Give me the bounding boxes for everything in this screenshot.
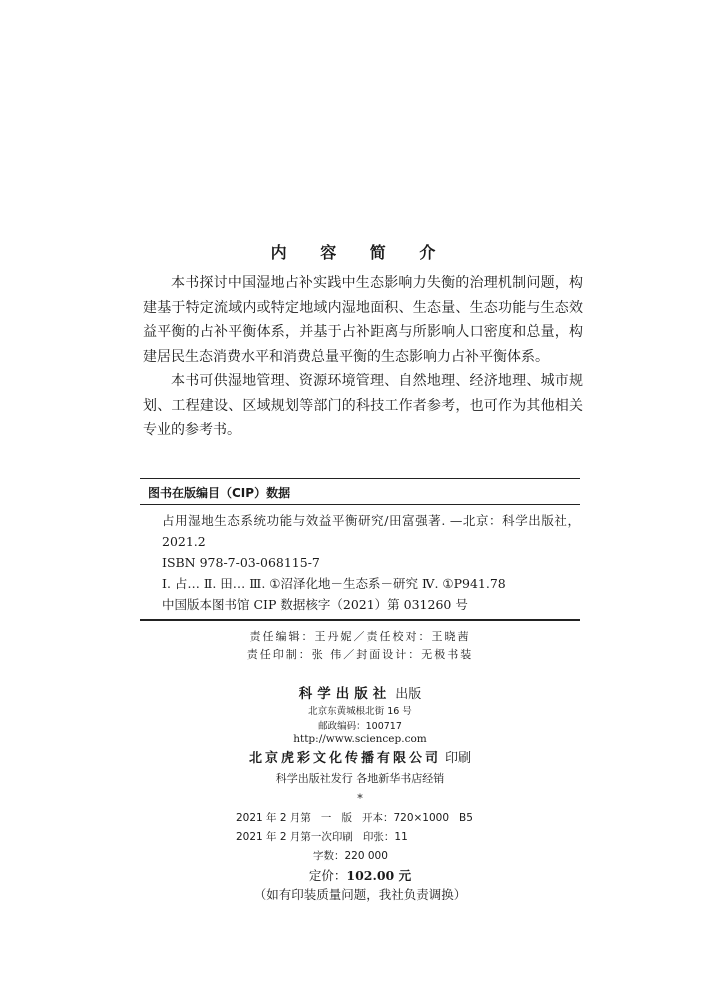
printer-action: 印刷 [445,751,472,766]
credits-printing: 责任印制：张 伟／封面设计：无极书装 [246,648,474,661]
word-count-line: 字数：220 000 [313,850,388,862]
cip-heading: 图书在版编目（CIP）数据 [140,479,580,505]
printer-name: 北京虎彩文化传播有限公司 [248,751,441,766]
quality-notice: （如有印装质量问题，我社负责调换） [253,887,467,902]
cip-record: 中国版本图书馆 CIP 数据核字（2021）第 031260 号 [162,597,468,612]
price-line [0,866,720,884]
separator-star: * [357,792,363,805]
publisher-postcode: 邮政编码：100717 [318,721,402,732]
publisher-url: http://www.sciencep.com [293,733,427,745]
cip-bottom-rule [140,619,580,621]
price-label: 定价： [308,868,347,883]
cip-block [140,478,580,621]
credits-editor: 责任编辑：王丹妮／责任校对：王晓茜 [249,630,471,643]
distribution-line: 科学出版社发行 各地新华书店经销 [275,772,445,785]
publisher-action: 出版 [395,687,422,702]
edition-line: 2021 年 2 月第 一 版 开本：720×1000 B5 [236,812,473,824]
intro-text [143,271,583,443]
intro-paragraph-1: 本书探讨中国湿地占补实践中生态影响力失衡的治理机制问题，构建基于特定流域内或特定地域内湿地面积、生态量、生态功能与生态效益平衡的占补平衡体系，并基于占补距离与所影响人口密度和总量，构建居民生态消费水平和消费总量平衡的生态影响力占补平衡体系。 [143,275,583,365]
publisher-line [0,682,720,702]
cip-body [140,505,580,619]
printing-line: 2021 年 2 月第一次印刷 印张：11 [236,831,408,843]
price-value: 102.00 元 [346,868,412,883]
cip-entry: 占用湿地生态系统功能与效益平衡研究/田富强著. —北京：科学出版社，2021.2 [162,513,580,549]
cip-classification: Ⅰ. 占… Ⅱ. 田… Ⅲ. ①沼泽化地－生态系－研究 Ⅳ. ①P941.78 [162,576,506,591]
printer-line [0,747,720,766]
intro-title: 内 容 简 介 [270,243,450,262]
publisher-address: 北京东黄城根北街 16 号 [308,706,412,717]
publisher-name: 科学出版社 [298,686,392,702]
intro-paragraph-2: 本书可供湿地管理、资源环境管理、自然地理、经济地理、城市规划、工程建设、区域规划等部门的科技工作者参考，也可作为其他相关专业的参考书。 [143,373,583,438]
cip-isbn: ISBN 978-7-03-068115-7 [162,555,320,570]
